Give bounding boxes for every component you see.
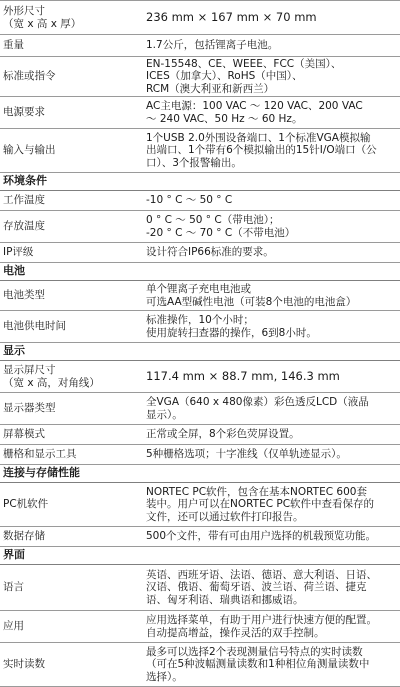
spec-row — [0, 191, 400, 211]
spec-row — [0, 35, 400, 57]
spec-row — [0, 281, 400, 311]
spec-row — [0, 57, 400, 97]
spec-label: 屏幕模式 — [0, 425, 141, 445]
section-header — [0, 547, 400, 565]
spec-row — [0, 565, 400, 611]
spec-label: 标准或指令 — [0, 57, 141, 97]
spec-value: 最多可以选择2个表现测量信号特点的实时读数 （可在5种波幅测量读数和1种相位角测量读数中 选择）。 — [141, 643, 400, 687]
spec-value: 应用选择菜单，有助于用户进行快速方便的配置。 自动提高增益，操作灵活的双手控制。 — [141, 611, 400, 643]
spec-row — [0, 527, 400, 547]
spec-value: 0 ° C ～ 50 ° C（带电池）； -20 ° C ～ 70 ° C（不带电池） — [141, 211, 400, 243]
spec-value: 全VGA（640 x 480像素）彩色透反LCD（液晶 显示）。 — [141, 393, 400, 425]
spec-value: AC主电源：100 VAC ～ 120 VAC、200 VAC ～ 240 VAC、50 Hz ～ 60 Hz。 — [141, 97, 400, 129]
spec-value: 236 mm × 167 mm × 70 mm — [141, 1, 400, 35]
spec-value: 标准操作，10个小时； 使用旋转扫查器的操作，6到8小时。 — [141, 311, 400, 343]
spec-label: 电源要求 — [0, 97, 141, 129]
spec-row — [0, 361, 400, 393]
spec-value: 5种栅格选项；十字准线（仅单轨迹显示）。 — [141, 445, 400, 465]
spec-row — [0, 311, 400, 343]
spec-label: 显示屏尺寸 （宽 x 高，对角线） — [0, 361, 141, 393]
spec-label: IP评级 — [0, 243, 141, 263]
spec-label: 电池供电时间 — [0, 311, 141, 343]
spec-row — [0, 445, 400, 465]
spec-label: 应用 — [0, 611, 141, 643]
section-title: 环境条件 — [0, 173, 400, 191]
section-header — [0, 465, 400, 483]
spec-value: 500个文件，带有可由用户选择的机载预览功能。 — [141, 527, 400, 547]
spec-value: 设计符合IP66标准的要求。 — [141, 243, 400, 263]
spec-row — [0, 211, 400, 243]
spec-row — [0, 1, 400, 35]
spec-label: 数据存储 — [0, 527, 141, 547]
section-header — [0, 343, 400, 361]
spec-label: 显示器类型 — [0, 393, 141, 425]
spec-value: NORTEC PC软件，包含在基本NORTEC 600套 装中。用户可以在NORTEC PC软件中查看保存的 文件，还可以通过软件打印报告。 — [141, 483, 400, 527]
spec-value: 单个锂离子充电电池或 可选AA型碱性电池（可装8个电池的电池盒） — [141, 281, 400, 311]
spec-row — [0, 611, 400, 643]
spec-value: 1个USB 2.0外围设备端口、1个标准VGA模拟输 出端口、1个带有6个模拟输出的15针I/O端口（公 口）、3个报警输出。 — [141, 129, 400, 173]
spec-row — [0, 643, 400, 687]
spec-value: 正常或全屏，8个彩色荧屏设置。 — [141, 425, 400, 445]
section-title: 界面 — [0, 547, 400, 565]
spec-label: 存放温度 — [0, 211, 141, 243]
spec-label: 输入与输出 — [0, 129, 141, 173]
spec-label: PC机软件 — [0, 483, 141, 527]
spec-row — [0, 243, 400, 263]
spec-label: 语言 — [0, 565, 141, 611]
section-title: 显示 — [0, 343, 400, 361]
spec-label: 外形尺寸 （宽 x 高 x 厚） — [0, 1, 141, 35]
spec-label: 工作温度 — [0, 191, 141, 211]
spec-label: 栅格和显示工具 — [0, 445, 141, 465]
spec-label: 实时读数 — [0, 643, 141, 687]
section-title: 连接与存储性能 — [0, 465, 400, 483]
section-header — [0, 173, 400, 191]
spec-row — [0, 97, 400, 129]
spec-value: EN-15548、CE、WEEE、FCC（美国）、 ICES（加拿大）、RoHS（中国）、 RCM（澳大利亚和新西兰） — [141, 57, 400, 97]
section-header — [0, 263, 400, 281]
spec-value: -10 ° C ～ 50 ° C — [141, 191, 400, 211]
spec-row — [0, 393, 400, 425]
spec-row — [0, 483, 400, 527]
spec-row — [0, 129, 400, 173]
spec-label: 重量 — [0, 35, 141, 57]
spec-value: 英语、西班牙语、法语、德语、意大利语、日语、 汉语、俄语、葡萄牙语、波兰语、荷兰语、捷克 语、匈牙利语、瑞典语和挪威语。 — [141, 565, 400, 611]
section-title: 电池 — [0, 263, 400, 281]
spec-value: 1.7公斤，包括锂离子电池。 — [141, 35, 400, 57]
spec-value: 117.4 mm × 88.7 mm, 146.3 mm — [141, 361, 400, 393]
spec-row — [0, 425, 400, 445]
spec-label: 电池类型 — [0, 281, 141, 311]
